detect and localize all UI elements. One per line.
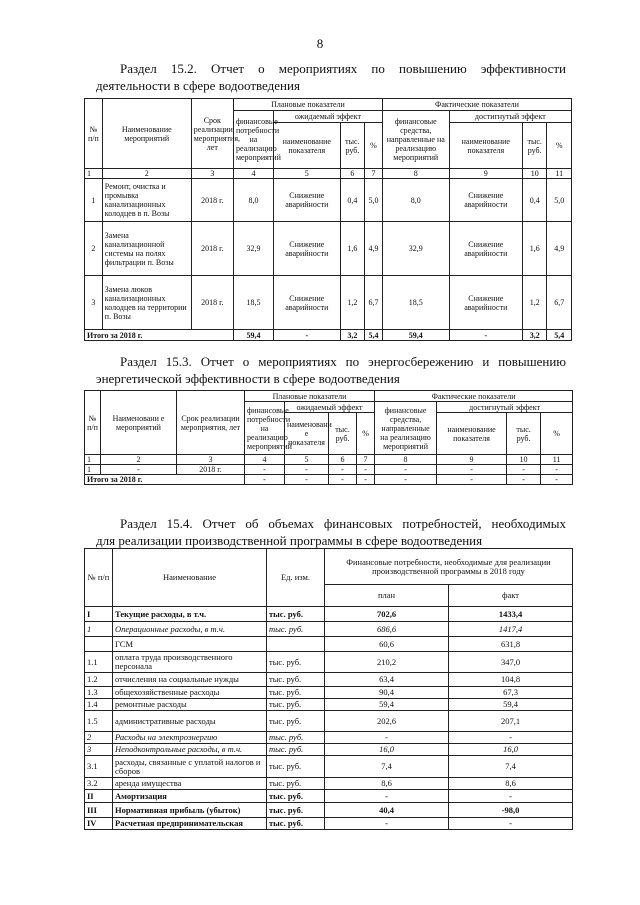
fact-value: 631,8 <box>449 637 573 652</box>
header-indicator: наименовани е показателя <box>285 413 329 455</box>
table-row <box>85 711 573 732</box>
plan-value: 8,6 <box>325 778 449 790</box>
table-row <box>85 179 572 222</box>
unit: тыс. руб. <box>267 778 325 790</box>
achieved-effect: Снижение аварийности <box>449 179 522 222</box>
plan-value: 40,4 <box>325 803 449 818</box>
cell: - <box>357 475 375 485</box>
item-name: Текущие расходы, в т.ч. <box>113 607 267 622</box>
item-name: аренда имущества <box>113 778 267 790</box>
fact-value: - <box>449 790 573 803</box>
col-number: 6 <box>340 169 364 179</box>
financial-needs-table <box>84 548 573 830</box>
plan-value: 686,6 <box>325 622 449 637</box>
actual-fin: 18,5 <box>382 276 449 330</box>
item-name: Неподконтрольные расходы, в т.ч. <box>113 744 267 756</box>
expected-sum: 1,2 <box>340 276 364 330</box>
header-achieved-effect: достигнутый эффект <box>437 402 573 413</box>
energy-saving-measures-table <box>84 390 573 485</box>
plan-value: 7,4 <box>325 756 449 778</box>
plan-value: 60,6 <box>325 637 449 652</box>
header-planned: Плановые показатели <box>233 99 382 111</box>
table-row <box>85 622 573 637</box>
achieved-pct: 6,7 <box>547 276 572 330</box>
plan-value: 702,6 <box>325 607 449 622</box>
header-fin-needs: Финансовые потребности, необходимые для реализации производственной программы в 2018 году <box>325 549 573 585</box>
row-num: 1 <box>85 622 113 637</box>
header-percent: % <box>547 123 572 169</box>
header-expected-effect: ожидаемый эффект <box>285 402 375 413</box>
heading-line: Раздел 15.4. Отчет об объемах финансовых потребностей, необходимых <box>120 516 566 531</box>
unit: тыс. руб. <box>267 732 325 744</box>
row-num: 1 <box>85 465 101 475</box>
fact-value: - <box>449 818 573 830</box>
total-expected-pct: 5,4 <box>365 330 383 341</box>
heading-line: для реализации производственной программы в сфере водоотведения <box>96 533 483 548</box>
col-number: 4 <box>233 169 273 179</box>
cell: - <box>375 475 437 485</box>
achieved-sum: 1,6 <box>522 222 546 276</box>
header-num: № п/п <box>85 549 113 607</box>
fact-value: 1417,4 <box>449 622 573 637</box>
table-row <box>85 673 573 687</box>
col-number: 11 <box>547 169 572 179</box>
cell: - <box>329 465 357 475</box>
table-row <box>85 276 572 330</box>
header-indicator: наименование показателя <box>449 123 522 169</box>
col-number: 2 <box>101 455 177 465</box>
col-number: 1 <box>85 455 101 465</box>
row-num: 1.1 <box>85 652 113 673</box>
expected-pct: 4,9 <box>365 222 383 276</box>
header-expected-effect: ожидаемый эффект <box>273 111 382 123</box>
actual-fin: 8,0 <box>382 179 449 222</box>
unit: тыс. руб. <box>267 607 325 622</box>
header-indicator: наименование показателя <box>273 123 340 169</box>
table-row <box>85 803 573 818</box>
col-number: 6 <box>329 455 357 465</box>
row-num: 3 <box>85 276 103 330</box>
expected-pct: 6,7 <box>365 276 383 330</box>
header-actual: Фактические показатели <box>382 99 571 111</box>
header-percent: % <box>357 413 375 455</box>
unit: тыс. руб. <box>267 818 325 830</box>
col-number: 8 <box>382 169 449 179</box>
table-row <box>85 222 572 276</box>
unit: тыс. руб. <box>267 673 325 687</box>
header-thousand-rub: тыс. руб. <box>507 413 541 455</box>
expected-effect: Снижение аварийности <box>273 222 340 276</box>
fact-value: 7,4 <box>449 756 573 778</box>
col-number: 1 <box>85 169 103 179</box>
expected-effect: Снижение аварийности <box>273 179 340 222</box>
row-num: 1.5 <box>85 711 113 732</box>
item-name: общехозяйственные расходы <box>113 687 267 699</box>
cell: - <box>507 465 541 475</box>
achieved-effect: Снижение аварийности <box>449 222 522 276</box>
row-num: IV <box>85 818 113 830</box>
plan-value: - <box>325 732 449 744</box>
unit: тыс. руб. <box>267 744 325 756</box>
planned-fin: 32,9 <box>233 222 273 276</box>
item-name: отчисления на социальные нужды <box>113 673 267 687</box>
fact-value: 67,3 <box>449 687 573 699</box>
row-num <box>85 637 113 652</box>
fact-value: 1433,4 <box>449 607 573 622</box>
plan-value: 202,6 <box>325 711 449 732</box>
col-number: 8 <box>375 455 437 465</box>
total-expected-sum: 3,2 <box>340 330 364 341</box>
measure-name: Ремонт, очистка и промывка канализационных колодцев в п. Возы <box>102 179 191 222</box>
item-name: ремонтные расходы <box>113 699 267 711</box>
fact-value: 207,1 <box>449 711 573 732</box>
header-unit: Ед. изм. <box>267 549 325 607</box>
header-indicator: наименование показателя <box>437 413 507 455</box>
item-name: Расходы на электроэнергию <box>113 732 267 744</box>
plan-value: 90,4 <box>325 687 449 699</box>
item-name: Расчетная предпринимательская <box>113 818 267 830</box>
expected-pct: 5,0 <box>365 179 383 222</box>
header-num: № п/п <box>85 391 101 455</box>
term: 2018 г. <box>177 465 245 475</box>
measure-name: Замена канализационной системы на полях фильтрации п. Возы <box>102 222 191 276</box>
header-name: Наименование мероприятий <box>102 99 191 169</box>
unit: тыс. руб. <box>267 687 325 699</box>
row-num: 1.3 <box>85 687 113 699</box>
col-number: 5 <box>273 169 340 179</box>
section-15-3-heading <box>96 353 566 387</box>
fact-value: 59,4 <box>449 699 573 711</box>
cell: - <box>245 475 285 485</box>
header-fact: факт <box>449 585 573 607</box>
row-num: 1.2 <box>85 673 113 687</box>
fact-value: - <box>449 732 573 744</box>
plan-value: 59,4 <box>325 699 449 711</box>
item-name: расходы, связанные с уплатой налогов и сборов <box>113 756 267 778</box>
section-15-2-heading <box>96 60 566 94</box>
efficiency-measures-table <box>84 98 572 341</box>
row-num: 2 <box>85 732 113 744</box>
col-number: 9 <box>437 455 507 465</box>
col-number: 9 <box>449 169 522 179</box>
table-row <box>85 818 573 830</box>
row-num: II <box>85 790 113 803</box>
fact-value: 104,8 <box>449 673 573 687</box>
unit: тыс. руб. <box>267 756 325 778</box>
total-label: Итого за 2018 г. <box>85 330 234 341</box>
row-num: 3.1 <box>85 756 113 778</box>
item-name: ГСМ <box>113 637 267 652</box>
plan-value: 16,0 <box>325 744 449 756</box>
header-fin-need: финансовые потребности на реализацию мероприятий <box>245 402 285 455</box>
row-num: 1 <box>85 179 103 222</box>
table-row <box>85 652 573 673</box>
header-name: Наименовани е мероприятий <box>101 391 177 455</box>
term: 2018 г. <box>191 222 233 276</box>
header-percent: % <box>365 123 383 169</box>
header-name: Наименование <box>113 549 267 607</box>
item-name: Амортизация <box>113 790 267 803</box>
actual-fin: 32,9 <box>382 222 449 276</box>
unit: тыс. руб. <box>267 699 325 711</box>
cell: - <box>507 475 541 485</box>
item-name: Нормативная прибыль (убыток) <box>113 803 267 818</box>
header-percent: % <box>541 413 573 455</box>
row-num: 1.4 <box>85 699 113 711</box>
header-thousand-rub: тыс. руб. <box>329 413 357 455</box>
col-number: 7 <box>357 455 375 465</box>
total-actual-fin: 59,4 <box>382 330 449 341</box>
fact-value: 16,0 <box>449 744 573 756</box>
cell: - <box>329 475 357 485</box>
row-num: 3 <box>85 744 113 756</box>
total-expected-effect: - <box>273 330 340 341</box>
measure-name: Замена люков канализационных колодцев на территории п. Возы <box>102 276 191 330</box>
table-row <box>85 687 573 699</box>
header-fin-means: финансовые средства, направленные на реализацию мероприятий <box>375 402 437 455</box>
header-planned: Плановые показатели <box>245 391 375 402</box>
total-label: Итого за 2018 г. <box>85 475 245 485</box>
row-num: I <box>85 607 113 622</box>
heading-line: Раздел 15.2. Отчет о мероприятиях по повышению эффективности <box>120 61 566 76</box>
col-number: 7 <box>365 169 383 179</box>
cell: - <box>245 465 285 475</box>
achieved-pct: 5,0 <box>547 179 572 222</box>
col-number: 10 <box>522 169 546 179</box>
total-achieved-sum: 3,2 <box>522 330 546 341</box>
col-number: 10 <box>507 455 541 465</box>
planned-fin: 8,0 <box>233 179 273 222</box>
term: 2018 г. <box>191 276 233 330</box>
table-row <box>85 699 573 711</box>
cell: - <box>285 465 329 475</box>
table-row <box>85 756 573 778</box>
cell: - <box>541 465 573 475</box>
heading-line: деятельности в сфере водоотведения <box>96 78 300 93</box>
total-achieved-pct: 5,4 <box>547 330 572 341</box>
col-number: 5 <box>285 455 329 465</box>
header-fin-means: финансовые средства, направленные на реализацию мероприятий <box>382 111 449 169</box>
table-row <box>85 744 573 756</box>
row-num: 3.2 <box>85 778 113 790</box>
row-num: 2 <box>85 222 103 276</box>
total-row <box>85 330 572 341</box>
page-number: 8 <box>316 36 324 51</box>
cell: - <box>357 465 375 475</box>
achieved-sum: 1,2 <box>522 276 546 330</box>
cell: - <box>375 465 437 475</box>
header-term: Срок реализации мероприятия, лет <box>191 99 233 169</box>
table-row <box>85 790 573 803</box>
cell: - <box>285 475 329 485</box>
total-row <box>85 475 573 485</box>
item-name: Операционные расходы, в т.ч. <box>113 622 267 637</box>
achieved-sum: 0,4 <box>522 179 546 222</box>
section-15-4-heading <box>96 515 566 549</box>
table-row <box>85 637 573 652</box>
header-fin-need: финансовые потребности на реализацию мероприятий <box>233 111 273 169</box>
column-number-row <box>85 455 573 465</box>
unit: тыс. руб. <box>267 622 325 637</box>
cell: - <box>541 475 573 485</box>
expected-sum: 1,6 <box>340 222 364 276</box>
plan-value: 210,2 <box>325 652 449 673</box>
unit: тыс. руб. <box>267 790 325 803</box>
heading-line: Раздел 15.3. Отчет о мероприятиях по энергосбережению и повышению <box>120 354 566 369</box>
planned-fin: 18,5 <box>233 276 273 330</box>
table-row <box>85 607 573 622</box>
expected-effect: Снижение аварийности <box>273 276 340 330</box>
col-number: 2 <box>102 169 191 179</box>
col-number: 11 <box>541 455 573 465</box>
table-row <box>85 732 573 744</box>
item-name: оплата труда производственного персонала <box>113 652 267 673</box>
row-num: III <box>85 803 113 818</box>
achieved-effect: Снижение аварийности <box>449 276 522 330</box>
unit: тыс. руб. <box>267 803 325 818</box>
header-thousand-rub: тыс. руб. <box>340 123 364 169</box>
col-number: 3 <box>191 169 233 179</box>
item-name: административные расходы <box>113 711 267 732</box>
column-number-row <box>85 169 572 179</box>
term: 2018 г. <box>191 179 233 222</box>
header-plan: план <box>325 585 449 607</box>
plan-value: - <box>325 790 449 803</box>
header-thousand-rub: тыс. руб. <box>522 123 546 169</box>
achieved-pct: 4,9 <box>547 222 572 276</box>
unit: тыс. руб. <box>267 711 325 732</box>
fact-value: -98,0 <box>449 803 573 818</box>
expected-sum: 0,4 <box>340 179 364 222</box>
table-row <box>85 778 573 790</box>
total-achieved-effect: - <box>449 330 522 341</box>
unit: тыс. руб. <box>267 652 325 673</box>
col-number: 4 <box>245 455 285 465</box>
header-actual: Фактические показатели <box>375 391 573 402</box>
plan-value: 63,4 <box>325 673 449 687</box>
cell: - <box>437 465 507 475</box>
header-num: № п/п <box>85 99 103 169</box>
unit <box>267 637 325 652</box>
heading-line: энергетической эффективности в сфере водоотведения <box>96 371 400 386</box>
measure-name: - <box>101 465 177 475</box>
plan-value: - <box>325 818 449 830</box>
col-number: 3 <box>177 455 245 465</box>
table-row <box>85 465 573 475</box>
header-achieved-effect: достигнутый эффект <box>449 111 571 123</box>
cell: - <box>437 475 507 485</box>
fact-value: 8,6 <box>449 778 573 790</box>
fact-value: 347,0 <box>449 652 573 673</box>
total-planned-fin: 59,4 <box>233 330 273 341</box>
header-term: Срок реализации мероприятия, лет <box>177 391 245 455</box>
